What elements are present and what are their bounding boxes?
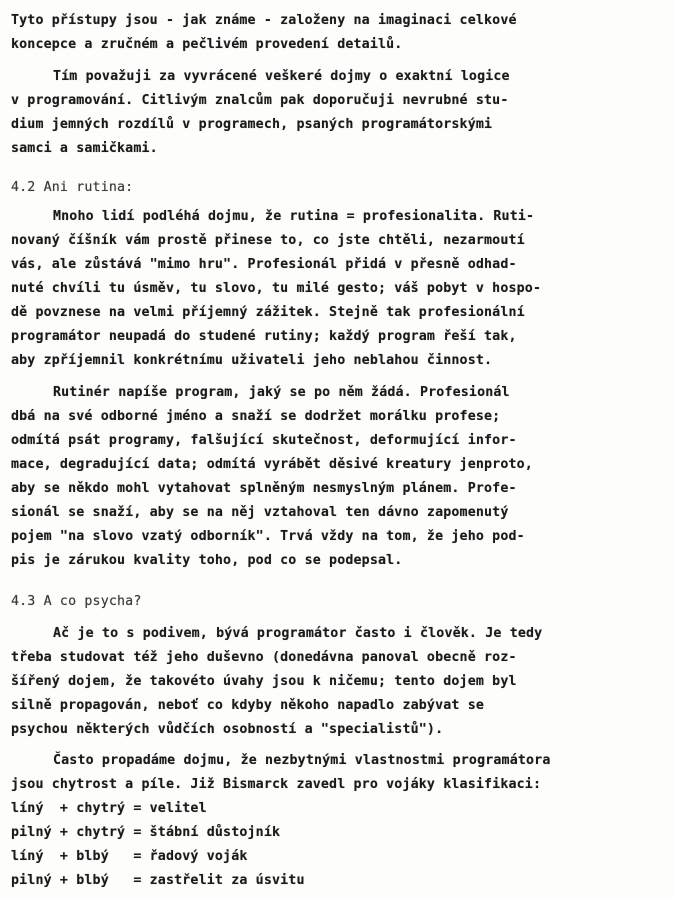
text-line: Často propadáme dojmu, že nezbytnými vlastnostmi programátora <box>53 753 551 768</box>
section-heading-4-3: 4.3 A co psycha? <box>11 594 142 609</box>
text-line: Rutinér napíše program, jaký se po něm žádá. Profesionál <box>53 385 510 400</box>
classification-row: líný + chytrý = velitel <box>11 801 207 816</box>
text-line: třeba studovat též jeho duševno (donedávna panoval obecně roz- <box>11 650 517 665</box>
classification-row: pilný + blbý = zastřelit za úsvitu <box>11 873 305 888</box>
text-line: aby se někdo mohl vytahovat splněným nesmyslným plánem. Profe- <box>11 481 517 496</box>
text-line: mace, degradující data; odmítá vyrábět děsivé kreatury jenproto, <box>11 457 533 472</box>
text-line: pis je zárukou kvality toho, pod co se podepsal. <box>11 553 403 568</box>
text-line: vás, ale zůstává "mimo hru". Profesionál přidá v přesně odhad- <box>11 257 517 272</box>
text-line: odmítá psát programy, falšující skutečnost, deformující infor- <box>11 433 517 448</box>
text-line: aby zpříjemnil konkrétnímu uživateli jeho neblahou činnost. <box>11 353 493 368</box>
text-line: sionál se snaží, aby se na něj vztahoval ten dávno zapomenutý <box>11 505 509 520</box>
text-line: koncepce a zručném a pečlivém provedení detailů. <box>11 37 403 52</box>
text-line: novaný číšník vám prostě přinese to, co jste chtěli, nezarmoutí <box>11 233 525 248</box>
text-line: Mnoho lidí podléhá dojmu, že rutina = profesionalita. Ruti- <box>53 209 535 224</box>
text-line: Tyto přístupy jsou - jak známe - založeny na imaginaci celkové <box>11 13 517 28</box>
text-line: psychou některých vůdčích osobností a "specialistů"). <box>11 722 444 737</box>
text-line: jsou chytrost a píle. Již Bismarck zavedl pro vojáky klasifikaci: <box>11 777 542 792</box>
text-line: dě povznese na velmi příjemný zážitek. Stejně tak profesionální <box>11 305 525 320</box>
text-line: nuté chvíli tu úsměv, tu slovo, tu milé gesto; váš pobyt v hospo- <box>11 281 542 296</box>
text-line: v programování. Citlivým znalcům pak doporučuji nevrubné stu- <box>11 93 509 108</box>
text-line: programátor neupadá do studené rutiny; každý program řeší tak, <box>11 329 517 344</box>
text-line: Tím považuji za vyvrácené veškeré dojmy o exaktní logice <box>53 69 510 84</box>
classification-row: pilný + chytrý = štábní důstojník <box>11 825 281 840</box>
text-line: silně propagován, neboť co kdyby někoho napadlo zabývat se <box>11 698 485 713</box>
text-line: dium jemných rozdílů v programech, psaných programátorskými <box>11 117 493 132</box>
section-heading-4-2: 4.2 Ani rutina: <box>11 180 134 195</box>
text-line: šířený dojem, že takovéto úvahy jsou k ničemu; tento dojem byl <box>11 674 517 689</box>
classification-row: líný + blbý = řadový voják <box>11 849 248 864</box>
text-line: pojem "na slovo vzatý odborník". Trvá vždy na tom, že jeho pod- <box>11 529 525 544</box>
text-line: dbá na své odborné jméno a snaží se dodržet morálku profese; <box>11 409 501 424</box>
text-line: Ač je to s podivem, bývá programátor často i člověk. Je tedy <box>53 626 543 641</box>
text-line: samci a samičkami. <box>11 141 158 156</box>
